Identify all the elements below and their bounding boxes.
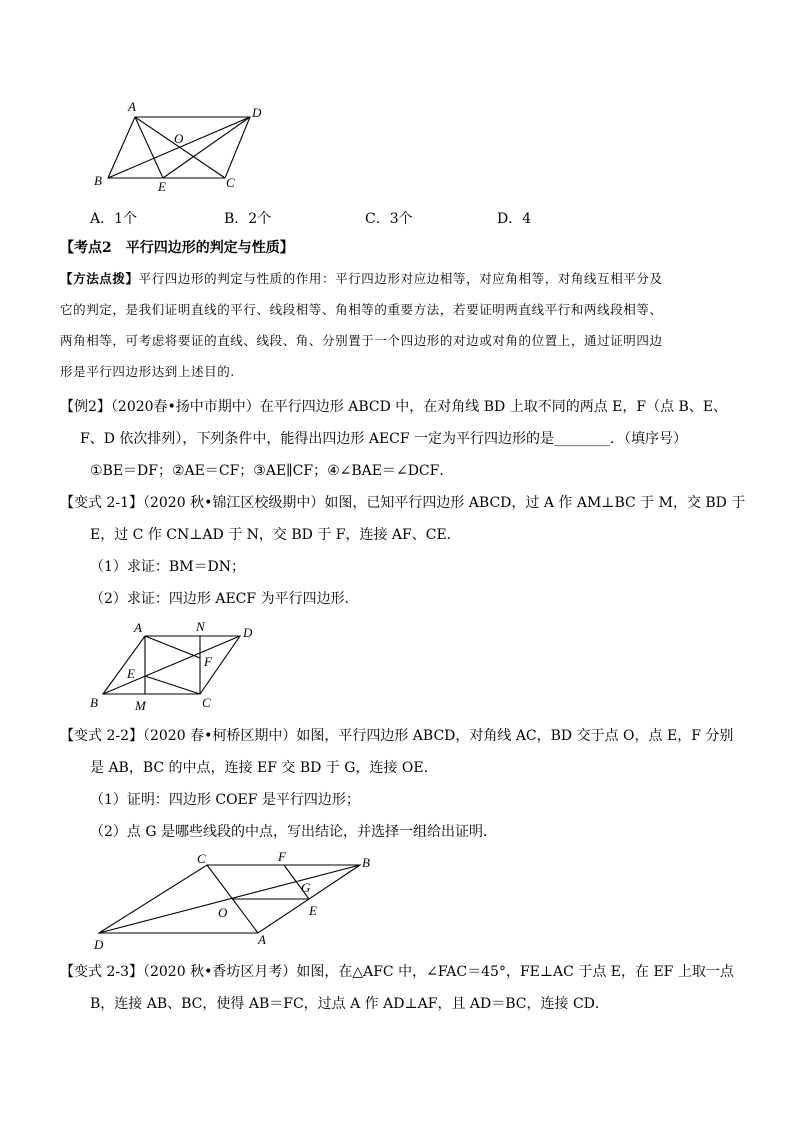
method-line-4: 形是平行四边形达到上述目的.: [60, 364, 235, 379]
option-b: B．2个: [224, 211, 272, 227]
label-n: N: [196, 619, 205, 634]
label-f: F: [204, 654, 212, 669]
variant-2-2-line-1: 【变式 2-2】（2020 春•柯桥区期中）如图，平行四边形 ABCD，对角线 AC，BD 交于点 O，点 E，F 分别: [60, 728, 734, 744]
method-line-1: 平行四边形的判定与性质的作用：平行四边形对应边相等，对应角相等，对角线互相平分及: [138, 271, 663, 286]
label-m: M: [135, 698, 146, 713]
figure-parallelogram-2: [0, 615, 794, 715]
variant-2-2-q1: （1）证明：四边形 COEF 是平行四边形；: [90, 792, 360, 808]
label-b: B: [94, 173, 102, 188]
label-b: B: [90, 695, 98, 710]
label-e: E: [127, 666, 135, 681]
label-c: C: [226, 175, 235, 190]
option-a: A．1个: [90, 211, 138, 227]
label-a: A: [134, 620, 142, 635]
variant-2-2-line-2: 是 AB，BC 的中点，连接 EF 交 BD 于 G，连接 OE．: [90, 760, 438, 776]
method-line-3: 两角相等，可考虑将要证的直线、线段、角、分别置于一个四边形的对边或对角的位置上，通过证明四边: [60, 333, 663, 348]
label-g: G: [301, 880, 311, 895]
label-a: A: [128, 99, 136, 114]
variant-2-1-line-1: 【变式 2-1】（2020 秋•锦江区校级期中）如图，已知平行四边形 ABCD，过 A 作 AM⊥BC 于 M，交 BD 于: [60, 495, 746, 511]
option-c: C．3个: [365, 211, 413, 227]
label-d: D: [243, 625, 253, 640]
figure-parallelogram-3: [0, 845, 794, 955]
section-heading: 【考点2 平行四边形的判定与性质】: [60, 240, 294, 256]
variant-2-1-q2: （2）求证：四边形 AECF 为平行四边形．: [90, 591, 359, 607]
method-line-2: 它的判定，是我们证明直线的平行、线段相等、角相等的重要方法，若要证明两直线平行和两线段相等、: [60, 302, 663, 317]
variant-2-1-line-2: E，过 C 作 CN⊥AD 于 N，交 BD 于 F，连接 AF、CE．: [90, 527, 461, 543]
variant-2-3-line-1: 【变式 2-3】（2020 秋•香坊区月考）如图，在△AFC 中，∠FAC＝45°，FE⊥AC 于点 E，在 EF 上取一点: [60, 964, 734, 980]
option-d: D．4: [497, 211, 532, 227]
label-e: E: [158, 179, 166, 194]
label-d: D: [252, 105, 262, 120]
example-2-line-3: ①BE＝DF；②AE＝CF；③AE∥CF；④∠BAE＝∠DCF．: [90, 463, 454, 479]
example-2-line-1: 【例2】（2020春•扬中市期中）在平行四边形 ABCD 中，在对角线 BD 上取不同的两点 E，F（点 B、E、: [60, 399, 728, 415]
label-b: B: [362, 855, 370, 870]
method-tag: 【方法点拨】: [60, 271, 139, 286]
label-c: C: [202, 695, 211, 710]
example-2-line-2: F、D 依次排列），下列条件中，能得出四边形 AECF 一定为平行四边形的是________．（填序号）: [80, 431, 688, 447]
variant-2-1-q1: （1）求证：BM＝DN；: [90, 559, 246, 575]
figure-parallelogram-1: [0, 0, 794, 200]
label-e: E: [309, 903, 317, 918]
label-d: D: [94, 937, 104, 952]
label-a: A: [258, 932, 266, 947]
label-o: O: [218, 905, 228, 920]
variant-2-2-q2: （2）点 G 是哪些线段的中点，写出结论，并选择一组给出证明．: [90, 824, 497, 840]
label-c: C: [197, 851, 206, 866]
variant-2-3-line-2: B，连接 AB、BC，使得 AB＝FC，过点 A 作 AD⊥AF，且 AD＝BC，连接 CD．: [90, 996, 609, 1012]
label-f: F: [278, 849, 286, 864]
label-o: O: [174, 131, 184, 146]
